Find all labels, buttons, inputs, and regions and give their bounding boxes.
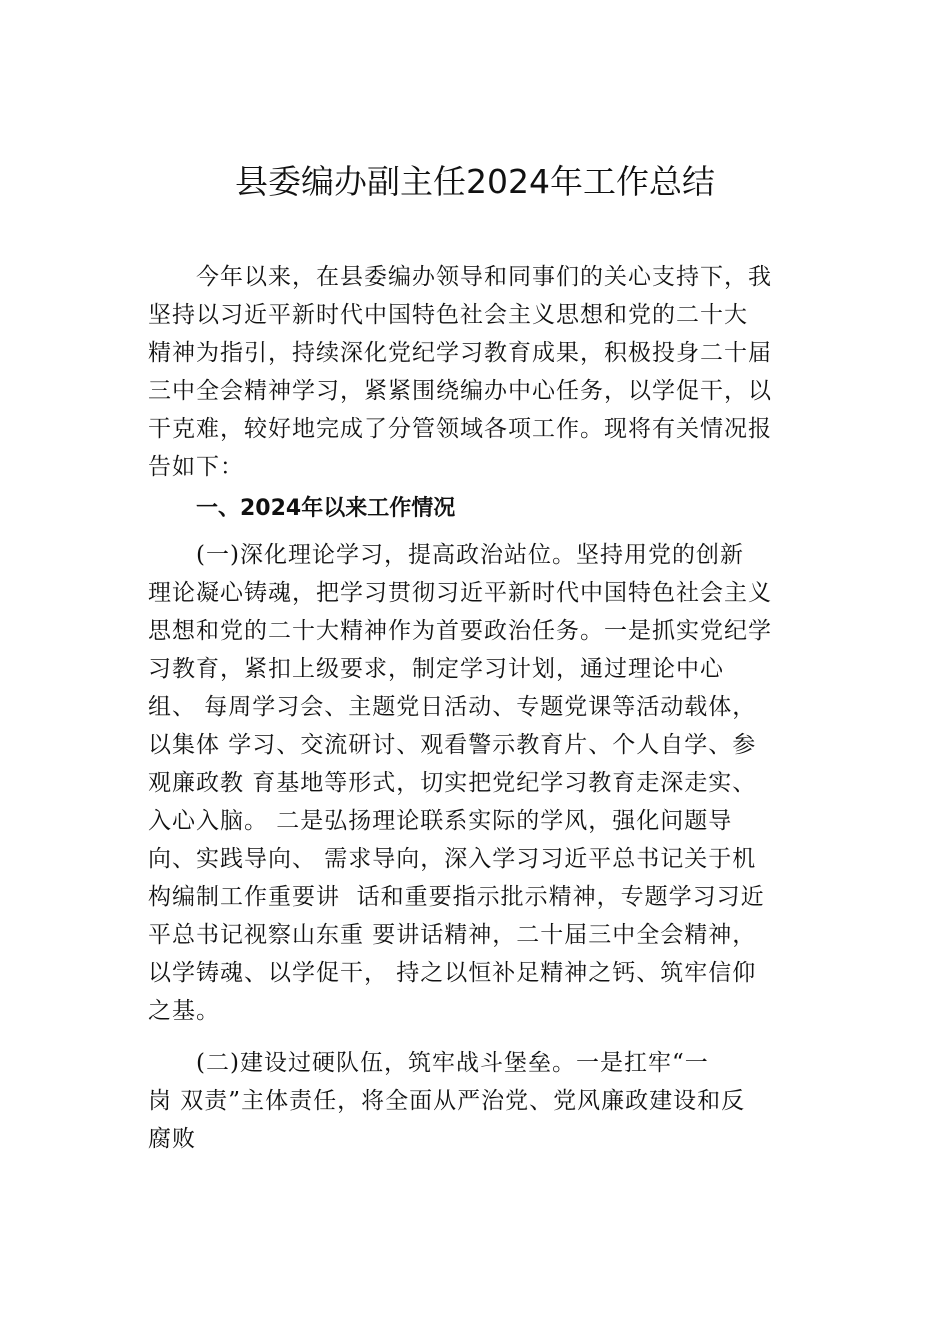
body-line: 习教育，紧扣上级要求，制定学习计划，通过理论中心	[148, 656, 724, 682]
intro-line: 坚持以习近平新时代中国特色社会主义思想和党的二十大	[148, 302, 748, 328]
body-line: 向、实践导向、 需求导向，深入学习习近平总书记关于机	[148, 846, 757, 872]
body-line: 以集体 学习、交流研讨、观看警示教育片、个人自学、参	[148, 732, 757, 758]
body-line: 思想和党的二十大精神作为首要政治任务。一是抓实党纪学	[148, 618, 772, 644]
body-line: 入心入脑。 二是弘扬理论联系实际的学风，强化问题导	[148, 808, 733, 834]
body-line: 观廉政教 育基地等形式，切实把党纪学习教育走深走实、	[148, 770, 757, 796]
body-line: 组、 每周学习会、主题党日活动、专题党课等活动载体，	[148, 694, 757, 720]
body-line: 之基。	[148, 998, 220, 1024]
body-line: 平总书记视察山东重 要讲话精神，二十届三中全会精神，	[148, 922, 757, 948]
body-line: (一)深化理论学习，提高政治站位。坚持用党的创新	[148, 542, 744, 568]
intro-line: 精神为指引，持续深化党纪学习教育成果，积极投身二十届	[148, 340, 772, 366]
document-title: 县委编办副主任2024年工作总结	[235, 162, 715, 201]
body-line: 构编制工作重要讲 话和重要指示批示精神，专题学习习近	[148, 884, 765, 910]
body-line: 以学铸魂、以学促干， 持之以恒补足精神之钙、筑牢信仰	[148, 960, 757, 986]
section-heading: 一、2024年以来工作情况	[196, 496, 456, 521]
body-line: 腐败	[148, 1126, 196, 1152]
intro-line: 今年以来，在县委编办领导和同事们的关心支持下，我	[148, 264, 772, 290]
intro-line: 三中全会精神学习，紧紧围绕编办中心任务，以学促干，以	[148, 378, 772, 404]
body-line: 岗 双责”主体责任，将全面从严治党、党风廉政建设和反	[148, 1088, 746, 1114]
body-line: (二)建设过硬队伍，筑牢战斗堡垒。一是扛牢“一	[148, 1050, 709, 1076]
intro-line: 告如下：	[148, 454, 244, 480]
intro-line: 干克难，较好地完成了分管领域各项工作。现将有关情况报	[148, 416, 772, 442]
body-line: 理论凝心铸魂，把学习贯彻习近平新时代中国特色社会主义	[148, 580, 772, 606]
